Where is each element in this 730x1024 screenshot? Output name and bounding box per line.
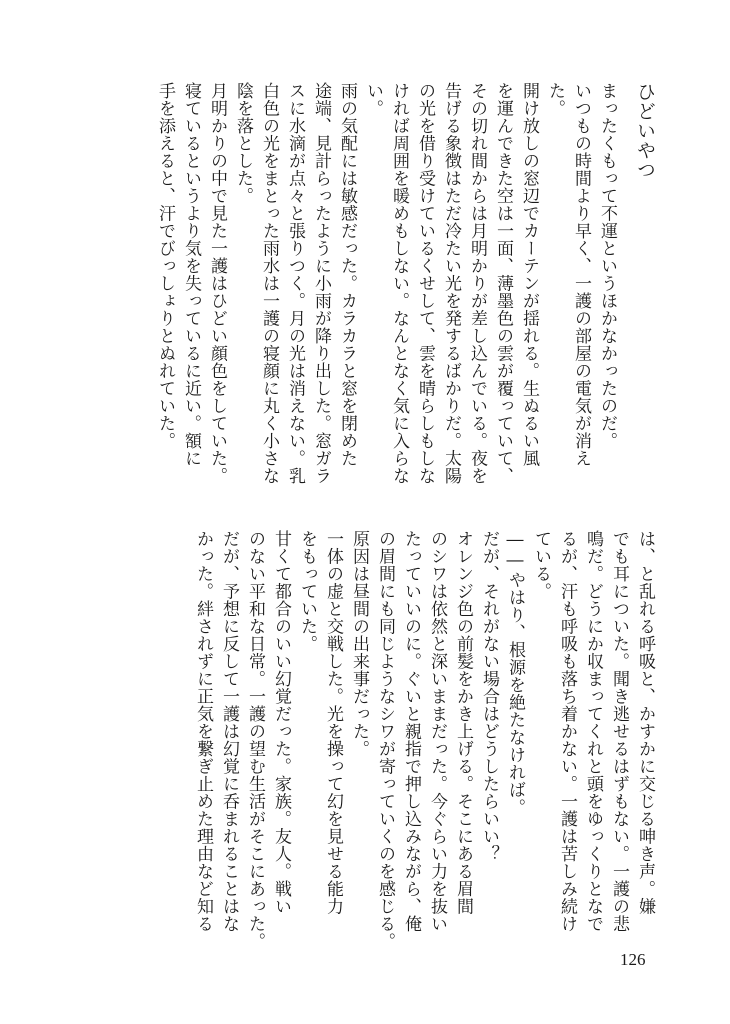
text-line: 雨の気配には敏感だった。カラカラと窓を閉めた xyxy=(337,82,357,467)
text-line: たっていいのに。ぐいと親指で押し込みながら、俺 xyxy=(401,530,421,933)
text-line: かった。絆されずに正気を繋ぎ止めた理由など知る xyxy=(193,530,213,933)
text-line: ――やはり、根源を絶たなければ。 xyxy=(505,530,525,816)
text-line: 開け放しの窓辺でカーテンが揺れる。生ぬるい風 xyxy=(519,82,539,467)
text-line: 原因は昼間の出来事だった。 xyxy=(349,530,369,758)
text-line: のシワは依然と深いままだった。今ぐらい力を抜い xyxy=(427,530,447,933)
text-line: 月明かりの中で見た一護はひどい顔色をしていた。 xyxy=(207,82,227,485)
text-line: 手を添えると、汗でびっしょりとぬれていた。 xyxy=(155,82,175,450)
text-line: だが、予想に反して一護は幻覚に呑まれることはな xyxy=(219,530,239,933)
text-line: 途端、見計らったように小雨が降り出した。窓ガラ xyxy=(311,82,331,485)
lower-text-block xyxy=(98,530,658,950)
page-number: 126 xyxy=(620,950,646,969)
text-line: 白色の光をまとった雨水は一護の寝顔に丸く小さな xyxy=(259,82,279,485)
text-line: スに水滴が点々と張りつく。月の光は消えない。乳 xyxy=(285,82,305,485)
text-line: ている。 xyxy=(531,530,551,600)
text-line: 甘くて都合のいい幻覚だった。家族。友人。戦い xyxy=(271,530,291,915)
text-line: の光を借り受けているくせして、雲を晴らしもしな xyxy=(415,82,435,485)
text-line: オレンジ色の前髪をかき上げる。そこにある眉間 xyxy=(453,530,473,915)
text-line: をもっていた。 xyxy=(297,530,317,653)
text-line: のない平和な日常。一護の望む生活がそこにあった。 xyxy=(245,530,265,950)
text-line: を運んできた空は一面、薄墨色の雲が覆っていて、 xyxy=(493,82,513,485)
text-line: 寝ているというより気を失っているに近い。額に xyxy=(181,82,201,467)
text-line: るが、汗も呼吸も落ち着かない。一護は苦しみ続け xyxy=(557,530,577,933)
text-line: だが、それがない場合はどうしたらいい？ xyxy=(479,530,499,863)
text-line: いつもの時間より早く、一護の部屋の電気が消え xyxy=(571,82,591,467)
text-line: は、と乱れる呼吸と、かすかに交じる呻き声。嫌 xyxy=(635,530,655,915)
text-line: た。 xyxy=(545,82,565,117)
text-line: でも耳についた。聞き逃せるはずもない。一護の悲 xyxy=(609,530,629,933)
text-line: の眉間にも同じようなシワが寄っていくのを感じる。 xyxy=(375,530,395,950)
text-line: ければ周囲を暖めもしない。なんとなく気に入らな xyxy=(389,82,409,485)
text-line: その切れ間からは月明かりが差し込んでいる。夜を xyxy=(467,82,487,485)
chapter-title: ひどいやつ xyxy=(634,82,656,180)
text-line: 告げる象徴はただ冷たい光を発するばかりだ。太陽 xyxy=(441,82,461,485)
text-line: 陰を落とした。 xyxy=(233,82,253,205)
upper-text-block xyxy=(98,82,658,485)
text-line: まったくもって不運というほかなかったのだ。 xyxy=(597,82,617,450)
text-line: 鳴だ。どうにか収まってくれと頭をゆっくりとなで xyxy=(583,530,603,933)
text-line: 一体の虚と交戦した。光を操って幻を見せる能力 xyxy=(323,530,343,915)
text-line: い。 xyxy=(363,82,383,117)
